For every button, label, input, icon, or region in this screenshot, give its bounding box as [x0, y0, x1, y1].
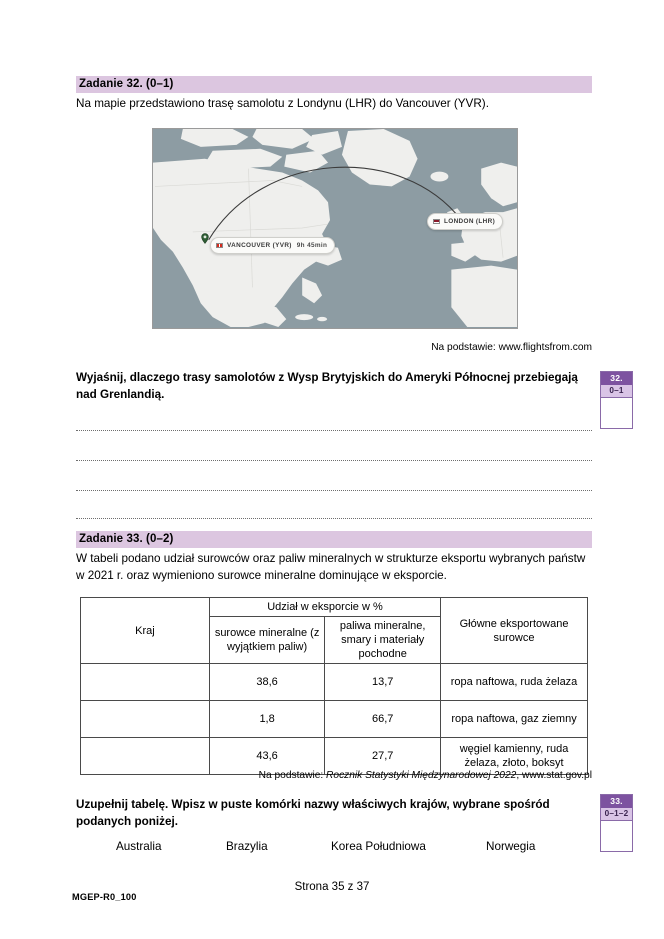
answer-line-3[interactable] [76, 489, 592, 491]
task-32-source: Na podstawie: www.flightsfrom.com [431, 342, 592, 353]
option-australia[interactable]: Australia [116, 840, 162, 853]
table-cell-kraj-2[interactable] [81, 701, 210, 738]
score-box-32 [600, 371, 633, 429]
united-kingdom-flag-icon [433, 219, 440, 224]
task-32-heading: Zadanie 32. (0–1) [76, 76, 592, 93]
task-33-source [0, 770, 592, 781]
table-header-row-1 [81, 598, 588, 617]
map-label-vancouver [210, 237, 335, 254]
score-box-33-number: 33. [601, 795, 632, 808]
map-label-vancouver-duration: 9h 45min [296, 242, 328, 249]
table-header-glowne: Główne eksportowane surowce [441, 598, 588, 664]
answer-line-2[interactable] [76, 459, 592, 461]
option-korea-poludniowa[interactable]: Korea Południowa [331, 840, 426, 853]
task-32-intro: Na mapie przedstawiono trasę samolotu z Londynu (LHR) do Vancouver (YVR). [76, 97, 489, 110]
table-cell-glowne-3: węgiel kamienny, ruda żelaza, złoto, boksyt [441, 738, 588, 775]
footer-document-code: MGEP-R0_100 [72, 892, 137, 902]
score-box-32-input[interactable] [601, 398, 632, 428]
task-33-source-italic: Rocznik Statystyki Międzynarodowej 2022 [326, 770, 517, 781]
task-33-source-prefix: Na podstawie: [258, 770, 327, 781]
option-brazylia[interactable]: Brazylia [226, 840, 268, 853]
task-33-heading: Zadanie 33. (0–2) [76, 531, 592, 548]
score-box-33-points: 0–1–2 [601, 808, 632, 821]
map-label-london-text: LONDON (LHR) [444, 218, 496, 225]
task-32-question: Wyjaśnij, dlaczego trasy samolotów z Wysp Brytyjskich do Ameryki Północnej przebiegają nad Grenlandią. [76, 371, 578, 401]
score-box-33 [600, 794, 633, 852]
table-header-kraj: Kraj [81, 598, 210, 664]
table-cell-surowce-1: 38,6 [209, 664, 324, 701]
table-cell-paliwa-1: 13,7 [325, 664, 441, 701]
task-33-intro: W tabeli podano udział surowców oraz paliw mineralnych w strukturze eksportu wybranych państw w 2021 r. oraz wymieniono surowce mineralne dominujące w eksporcie. [76, 552, 586, 582]
table-row [81, 701, 588, 738]
canada-flag-icon [216, 243, 223, 248]
score-box-33-input[interactable] [601, 821, 632, 851]
answer-line-4[interactable] [76, 517, 592, 519]
task-33-instruction: Uzupełnij tabelę. Wpisz w puste komórki nazwy właściwych krajów, wybrane spośród podanych poniżej. [76, 798, 550, 828]
table-cell-glowne-2: ropa naftowa, gaz ziemny [441, 701, 588, 738]
table-row [81, 664, 588, 701]
table-cell-paliwa-2: 66,7 [325, 701, 441, 738]
table-cell-kraj-3[interactable] [81, 738, 210, 775]
table-header-surowce: surowce mineralne (z wyjątkiem paliw) [209, 617, 324, 664]
map-pin-icon-vancouver [201, 233, 209, 244]
table-cell-glowne-1: ropa naftowa, ruda żelaza [441, 664, 588, 701]
map-label-vancouver-text: VANCOUVER (YVR) [227, 242, 292, 249]
map-label-london [427, 213, 503, 230]
table-cell-paliwa-3: 27,7 [325, 738, 441, 775]
table-header-paliwa: paliwa mineralne, smary i materiały pochodne [325, 617, 441, 664]
table-row [81, 738, 588, 775]
table-header-udzial: Udział w eksporcie w % [209, 598, 440, 617]
option-norwegia[interactable]: Norwegia [486, 840, 536, 853]
footer-page-number: Strona 35 z 37 [294, 881, 370, 893]
flight-route-map [152, 128, 518, 329]
task-33-source-suffix: , www.stat.gov.pl [516, 770, 592, 781]
table-cell-surowce-3: 43,6 [209, 738, 324, 775]
table-cell-kraj-1[interactable] [81, 664, 210, 701]
answer-line-1[interactable] [76, 429, 592, 431]
exports-table [80, 597, 588, 775]
score-box-32-points: 0–1 [601, 385, 632, 398]
score-box-32-number: 32. [601, 372, 632, 385]
table-cell-surowce-2: 1,8 [209, 701, 324, 738]
